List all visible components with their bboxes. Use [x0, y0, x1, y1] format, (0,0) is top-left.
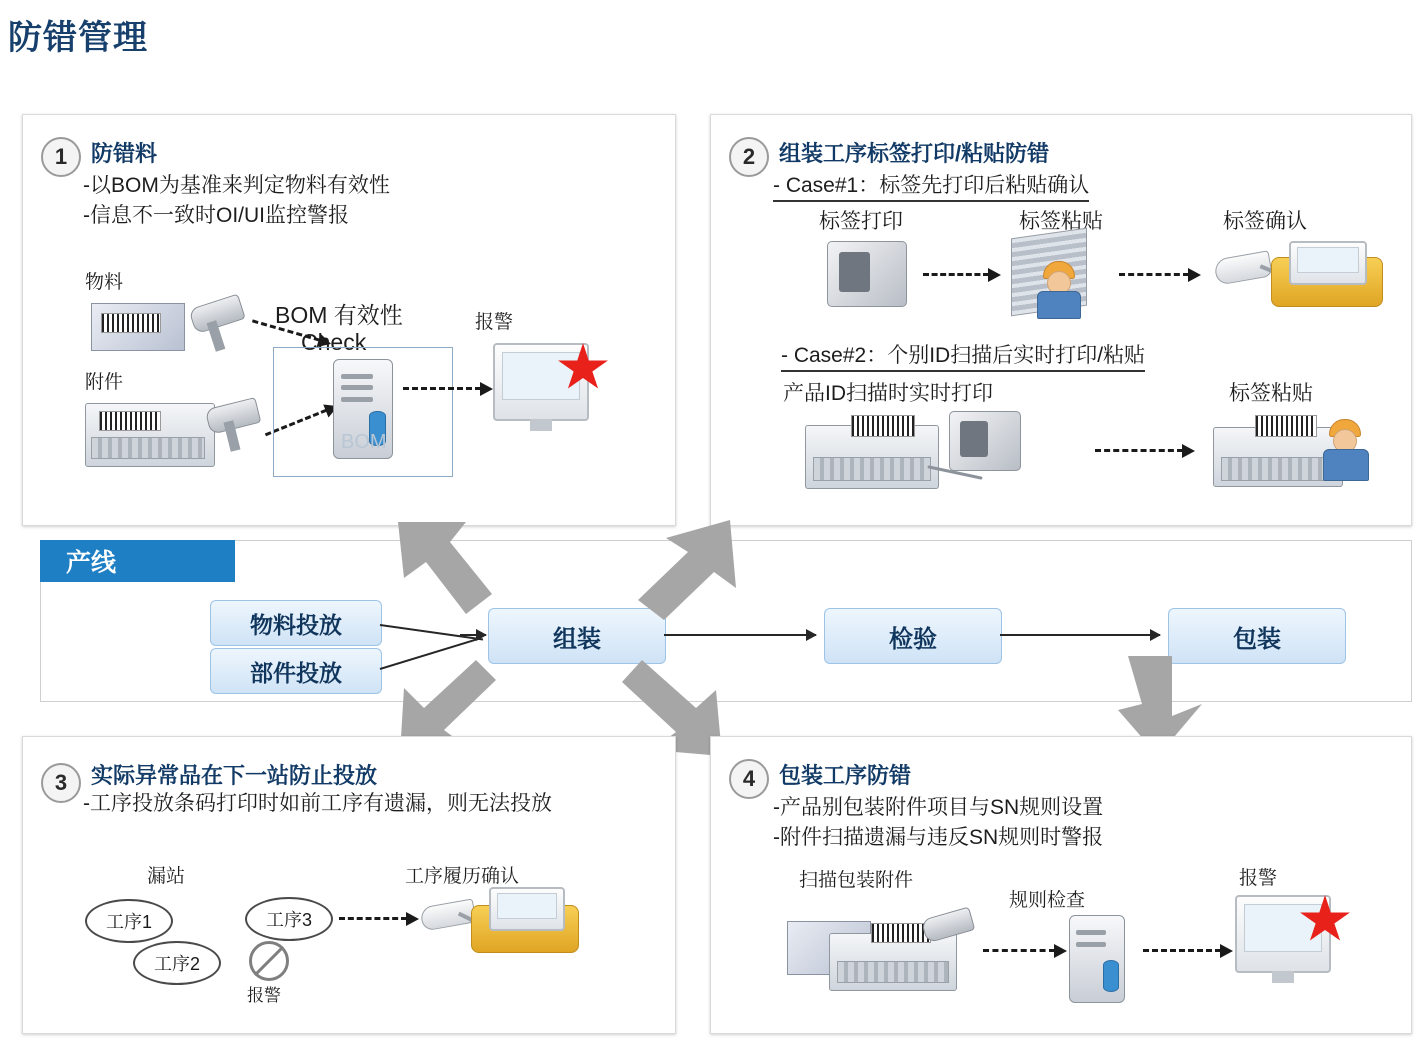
panel-2-cap-realtime-print: 产品ID扫描时实时打印: [783, 382, 993, 405]
line-arrow-inspection-packing: [1000, 634, 1160, 636]
panel-1-caption-material: 物料: [85, 272, 124, 293]
printer-art: [827, 241, 907, 307]
panel-1-line-1: -以BOM为基准来判定物料有效性: [83, 174, 390, 197]
panel-2-title: 组装工序标签打印/粘贴防错: [779, 141, 1050, 166]
panel-label-print-paste: [710, 114, 1412, 526]
panel-2-case2-head: - Case#2：个别ID扫描后实时打印/粘贴: [781, 339, 1145, 372]
panel-2-cap-print: 标签打印: [819, 210, 903, 233]
dash-arrow-case2: [1095, 449, 1183, 452]
grey-arrow-to-panel-1: [380, 516, 500, 626]
no-entry-icon: [249, 941, 289, 981]
product-grill-art: [813, 457, 931, 481]
panel-1-badge: 1: [41, 137, 81, 177]
line-arrow-into-assembly: [460, 634, 486, 636]
process-box-part-release[interactable]: 部件投放: [210, 648, 382, 694]
dash-arrow-server-to-monitor: [403, 387, 481, 390]
accessory-grill-art: [91, 437, 205, 459]
panel-2-cap-paste: 标签粘贴: [1019, 210, 1103, 233]
panel-3-line-1: -工序投放条码打印时如前工序有遗漏，则无法投放: [83, 792, 552, 815]
panel-1-line-2: -信息不一致时OI/UI监控警报: [83, 204, 349, 227]
process-oval-1: 工序1: [85, 899, 173, 943]
worker-body-art-2: [1323, 449, 1369, 481]
panel-2-badge: 2: [729, 137, 769, 177]
panel-packing-error-proofing: [710, 736, 1412, 1034]
panel-1-caption-bom-valid: BOM 有效性: [275, 302, 403, 328]
process-oval-3: 工序3: [245, 897, 333, 941]
accessory-barcode-art: [99, 411, 161, 431]
accessory-grill-art-4: [837, 961, 949, 983]
grey-arrow-to-panel-2: [618, 516, 748, 628]
panel-1-caption-check: Check: [301, 329, 367, 355]
process-box-assembly[interactable]: 组装: [488, 608, 666, 664]
panel-2-cap-paste-2: 标签粘贴: [1229, 382, 1313, 405]
panel-4-cap-scan-accessory: 扫描包装附件: [799, 870, 914, 891]
product-barcode-art-2: [1255, 415, 1317, 437]
product-barcode-art: [851, 415, 915, 437]
panel-3-cap-history-confirm: 工序履历确认: [405, 866, 520, 887]
panel-4-line-2: -附件扫描遗漏与违反SN规则时警报: [773, 826, 1104, 849]
panel-4-line-1: -产品别包装附件项目与SN规则设置: [773, 796, 1104, 819]
process-box-inspection[interactable]: 检验: [824, 608, 1002, 664]
panel-4-cap-rule-check: 规则检查: [1009, 890, 1086, 911]
worker-body-art: [1037, 291, 1081, 319]
panel-2-cap-confirm: 标签确认: [1223, 210, 1307, 233]
panel-1-caption-alarm: 报警: [475, 312, 514, 333]
dash-arrow-paste-to-confirm: [1119, 273, 1189, 276]
panel-3-cap-alarm: 报警: [247, 986, 281, 1005]
panel-2-case1-head: - Case#1：标签先打印后粘贴确认: [773, 169, 1089, 202]
dash-arrow-server-to-alarm: [1143, 949, 1221, 952]
rule-check-server-art: [1069, 915, 1125, 1003]
material-barcode-art: [101, 313, 161, 333]
dash-arrow-panel-3: [339, 917, 407, 920]
process-box-material-release[interactable]: 物料投放: [210, 600, 382, 646]
panel-1-title: 防错料: [91, 141, 158, 166]
panel-3-title: 实际异常品在下一站防止投放: [91, 763, 378, 788]
panel-4-badge: 4: [729, 759, 769, 799]
panel-prevent-abnormal-release: [22, 736, 676, 1034]
panel-1-caption-accessory: 附件: [85, 372, 124, 393]
production-line-tab: 产线: [40, 540, 235, 582]
dash-arrow-scan-to-server: [983, 949, 1055, 952]
process-oval-2: 工序2: [133, 941, 221, 985]
process-box-packing[interactable]: 包装: [1168, 608, 1346, 664]
panel-anti-error-material: [22, 114, 676, 526]
panel-3-badge: 3: [41, 763, 81, 803]
page-title: 防错管理: [8, 19, 148, 57]
panel-1-caption-bom: BOM: [341, 431, 387, 453]
product-grill-art-2: [1221, 457, 1335, 481]
terminal-screen-art-3: [489, 887, 565, 931]
line-arrow-assembly-inspection: [664, 634, 816, 636]
terminal-screen-art: [1289, 241, 1367, 285]
panel-4-title: 包装工序防错: [779, 763, 912, 788]
bom-frame-art: [273, 347, 453, 477]
printer-art-2: [949, 411, 1021, 471]
panel-4-cap-alarm: 报警: [1239, 868, 1278, 889]
panel-3-cap-missed-station: 漏站: [147, 866, 186, 887]
dash-arrow-print-to-paste: [923, 273, 989, 276]
